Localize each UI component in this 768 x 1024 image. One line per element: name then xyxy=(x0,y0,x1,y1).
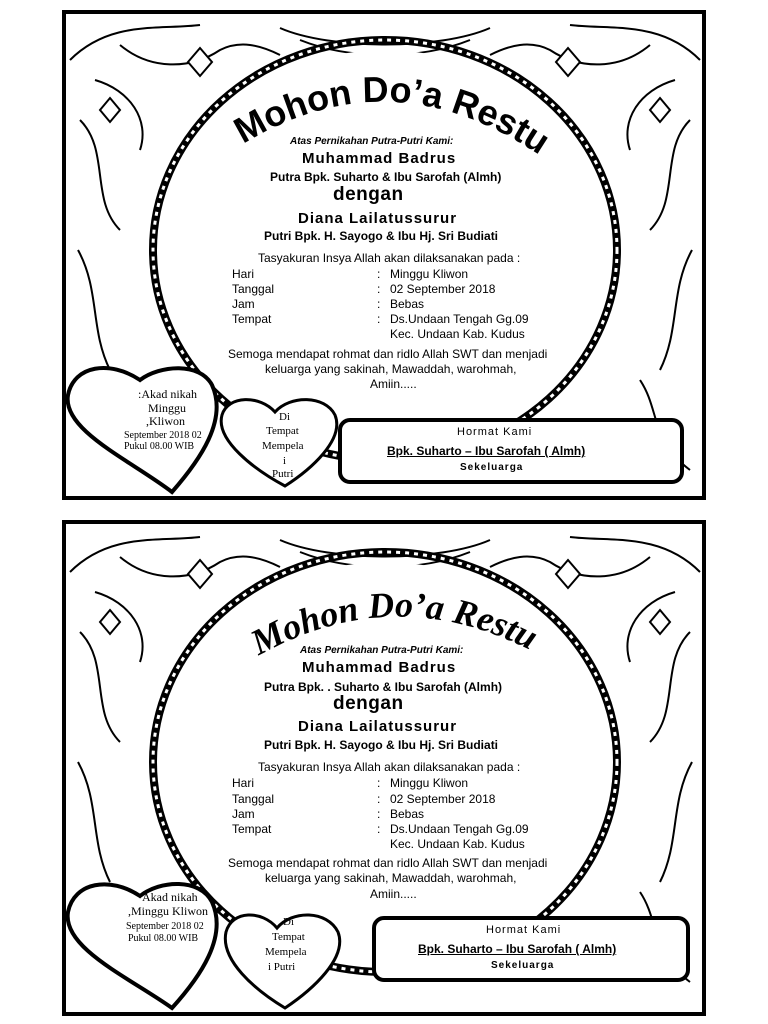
akad-line-1: :Akad nikah xyxy=(138,387,197,401)
lokasi-line-3: Mempela xyxy=(265,946,307,958)
title: Mohon Do’a Restu xyxy=(244,584,545,663)
event-intro: Tasyakuran Insya Allah akan dilaksanakan pada : xyxy=(258,760,521,774)
prayer-line-3: Amiin..... xyxy=(370,377,417,391)
invitation-card-1 xyxy=(0,0,768,510)
value-tempat-1: Ds.Undaan Tengah Gg.09 xyxy=(390,312,529,326)
akad-line-5: Pukul 08.00 WIB xyxy=(124,441,195,452)
hormat-names: Bpk. Suharto – Ibu Sarofah ( Almh) xyxy=(418,942,617,956)
colon: : xyxy=(377,822,381,836)
prayer-line-2: keluarga yang sakinah, Mawaddah, warohmah, xyxy=(265,362,517,376)
prayer-line-1: Semoga mendapat rohmat dan ridlo Allah SWT dan menjadi xyxy=(228,856,548,870)
label-tanggal: Tanggal xyxy=(232,282,275,296)
colon: : xyxy=(377,282,381,296)
akad-line-4: September 2018 02 xyxy=(126,921,204,932)
label-hari: Hari xyxy=(232,267,255,281)
bride-name: Diana Lailatussurur xyxy=(298,718,458,735)
akad-line-4: September 2018 02 xyxy=(124,430,202,441)
intro-text: Atas Pernikahan Putra-Putri Kami: xyxy=(290,136,454,147)
lokasi-line-1: Di xyxy=(283,916,294,928)
colon: : xyxy=(377,792,381,806)
label-jam: Jam xyxy=(232,807,255,821)
akad-line-5: Pukul 08.00 WIB xyxy=(128,933,199,944)
prayer-line-2: keluarga yang sakinah, Mawaddah, warohmah, xyxy=(265,871,517,885)
prayer-line-1: Semoga mendapat rohmat dan ridlo Allah SWT dan menjadi xyxy=(228,347,548,361)
label-tempat: Tempat xyxy=(232,822,272,836)
akad-line-2: Minggu xyxy=(148,401,187,415)
dengan-text: dengan xyxy=(333,184,404,205)
lokasi-line-5: Putri xyxy=(272,468,294,480)
akad-line-3: ,Kliwon xyxy=(146,414,185,428)
value-hari: Minggu Kliwon xyxy=(390,267,469,281)
hormat-text: Hormat Kami xyxy=(457,426,533,438)
hormat-names: Bpk. Suharto – Ibu Sarofah ( Almh) xyxy=(387,444,586,458)
lokasi-line-4: i xyxy=(283,455,287,467)
label-jam: Jam xyxy=(232,297,255,311)
akad-line-2: ,Minggu Kliwon xyxy=(128,904,209,918)
value-tempat-2: Kec. Undaan Kab. Kudus xyxy=(390,837,525,851)
groom-name: Muhammad Badrus xyxy=(302,659,457,676)
value-tanggal: 02 September 2018 xyxy=(390,792,496,806)
akad-line-1: Akad nikah xyxy=(142,890,198,904)
lokasi-line-3: Mempela xyxy=(262,440,304,452)
event-intro: Tasyakuran Insya Allah akan dilaksanakan pada : xyxy=(258,251,521,265)
lokasi-line-2: Tempat xyxy=(272,931,305,943)
label-hari: Hari xyxy=(232,776,255,790)
hormat-box xyxy=(338,418,684,484)
groom-parents: Putra Bpk. . Suharto & Ibu Sarofah (Almh) xyxy=(264,680,503,694)
value-jam: Bebas xyxy=(390,297,425,311)
hormat-box xyxy=(372,916,690,982)
title: Mohon Do’a Restu xyxy=(226,68,558,162)
colon: : xyxy=(377,297,381,311)
hormat-text: Hormat Kami xyxy=(486,924,562,936)
label-tempat: Tempat xyxy=(232,312,272,326)
groom-name: Muhammad Badrus xyxy=(302,150,457,167)
intro-text: Atas Pernikahan Putra-Putri Kami: xyxy=(300,645,464,656)
dengan-text: dengan xyxy=(333,693,404,714)
colon: : xyxy=(377,312,381,326)
sekeluarga-text: Sekeluarga xyxy=(460,462,524,473)
lokasi-line-4: i Putri xyxy=(268,961,296,973)
colon: : xyxy=(377,267,381,281)
colon: : xyxy=(377,807,381,821)
prayer-line-3: Amiin..... xyxy=(370,887,417,901)
value-tanggal: 02 September 2018 xyxy=(390,282,496,296)
value-jam: Bebas xyxy=(390,807,425,821)
value-tempat-2: Kec. Undaan Kab. Kudus xyxy=(390,327,525,341)
bride-parents: Putri Bpk. H. Sayogo & Ibu Hj. Sri Budiati xyxy=(264,738,499,752)
colon: : xyxy=(377,776,381,790)
groom-parents: Putra Bpk. Suharto & Ibu Sarofah (Almh) xyxy=(270,170,502,184)
label-tanggal: Tanggal xyxy=(232,792,275,806)
lokasi-line-1: Di xyxy=(279,411,290,423)
lokasi-line-2: Tempat xyxy=(266,425,299,437)
bride-parents: Putri Bpk. H. Sayogo & Ibu Hj. Sri Budiati xyxy=(264,229,499,243)
invitation-card-2 xyxy=(0,512,768,1024)
value-tempat-1: Ds.Undaan Tengah Gg.09 xyxy=(390,822,529,836)
sekeluarga-text: Sekeluarga xyxy=(491,960,555,971)
value-hari: Minggu Kliwon xyxy=(390,776,469,790)
bride-name: Diana Lailatussurur xyxy=(298,210,458,227)
